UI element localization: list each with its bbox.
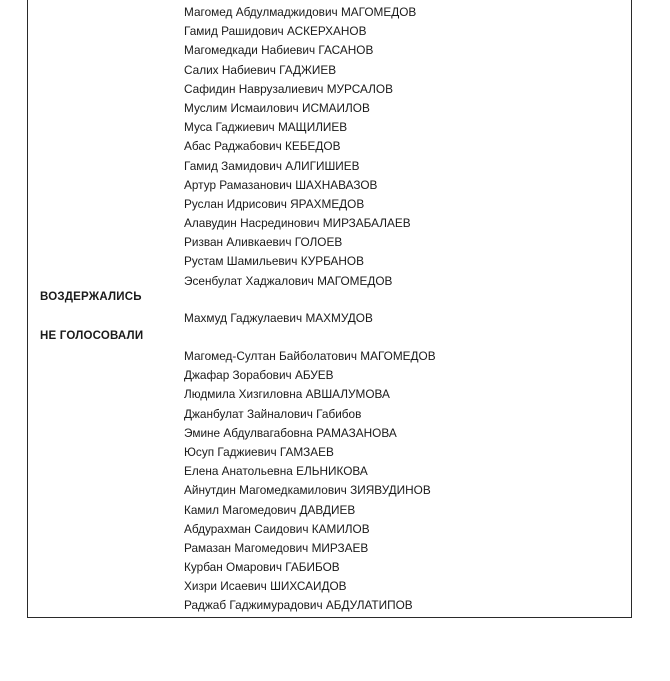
list-item: Джафар Зорабович АБУЕВ — [184, 368, 334, 383]
abstained-heading: ВОЗДЕРЖАЛИСЬ — [40, 291, 142, 303]
list-item: Эсенбулат Хаджалович МАГОМЕДОВ — [184, 273, 393, 288]
list-item: Джанбулат Зайналович Габибов — [184, 406, 362, 421]
list-item: Магомедкади Набиевич ГАСАНОВ — [184, 43, 374, 58]
list-item: Алавудин Насрединович МИРЗАБАЛАЕВ — [184, 216, 411, 231]
list-item: Рустам Шамильевич КУРБАНОВ — [184, 254, 364, 269]
list-item: Камил Магомедович ДАВДИЕВ — [184, 502, 356, 517]
list-item: Айнутдин Магомедкамилович ЗИЯВУДИНОВ — [184, 483, 431, 498]
list-item: Гамид Замидович АЛИГИШИЕВ — [184, 158, 360, 173]
abstained-list — [184, 309, 373, 328]
list-item: Рамазан Магомедович МИРЗАЕВ — [184, 540, 369, 555]
list-item: Людмила Хизгиловна АВШАЛУМОВА — [184, 387, 390, 402]
list-item: Юсуп Гаджиевич ГАМЗАЕВ — [184, 444, 334, 459]
not-voted-list — [184, 347, 436, 616]
list-item: Артур Рамазанович ШАХНАВАЗОВ — [184, 177, 378, 192]
list-item: Магомед-Султан Байболатович МАГОМЕДОВ — [184, 349, 436, 363]
list-item: Эмине Абдулвагабовна РАМАЗАНОВА — [184, 425, 397, 440]
list-item: Магомед Абдулмаджидович МАГОМЕДОВ — [184, 5, 417, 19]
list-item: Курбан Омарович ГАБИБОВ — [184, 560, 340, 575]
list-item: Руслан Идрисович ЯРАХМЕДОВ — [184, 196, 365, 211]
list-item: Абас Раджабович КЕБЕДОВ — [184, 139, 341, 154]
list-item: Сафидин Наврузалиевич МУРСАЛОВ — [184, 81, 393, 96]
list-item: Елена Анатольевна ЕЛЬНИКОВА — [184, 464, 368, 479]
list-item: Раджаб Гаджимурадович АБДУЛАТИПОВ — [184, 598, 413, 613]
voted-for-list — [184, 3, 416, 291]
not-voted-heading: НЕ ГОЛОСОВАЛИ — [40, 330, 144, 342]
list-item: Салих Набиевич ГАДЖИЕВ — [184, 62, 337, 77]
list-item: Ризван Аливкаевич ГОЛОЕВ — [184, 235, 343, 250]
list-item: Муслим Исмаилович ИСМАИЛОВ — [184, 100, 370, 115]
list-item: Хизри Исаевич ШИХСАИДОВ — [184, 579, 347, 594]
list-item: Махмуд Гаджулаевич МАХМУДОВ — [184, 311, 373, 325]
list-item: Муса Гаджиевич МАЩИЛИЕВ — [184, 120, 348, 135]
list-item: Абдурахман Саидович КАМИЛОВ — [184, 521, 370, 536]
list-item: Гамид Рашидович АСКЕРХАНОВ — [184, 24, 367, 39]
